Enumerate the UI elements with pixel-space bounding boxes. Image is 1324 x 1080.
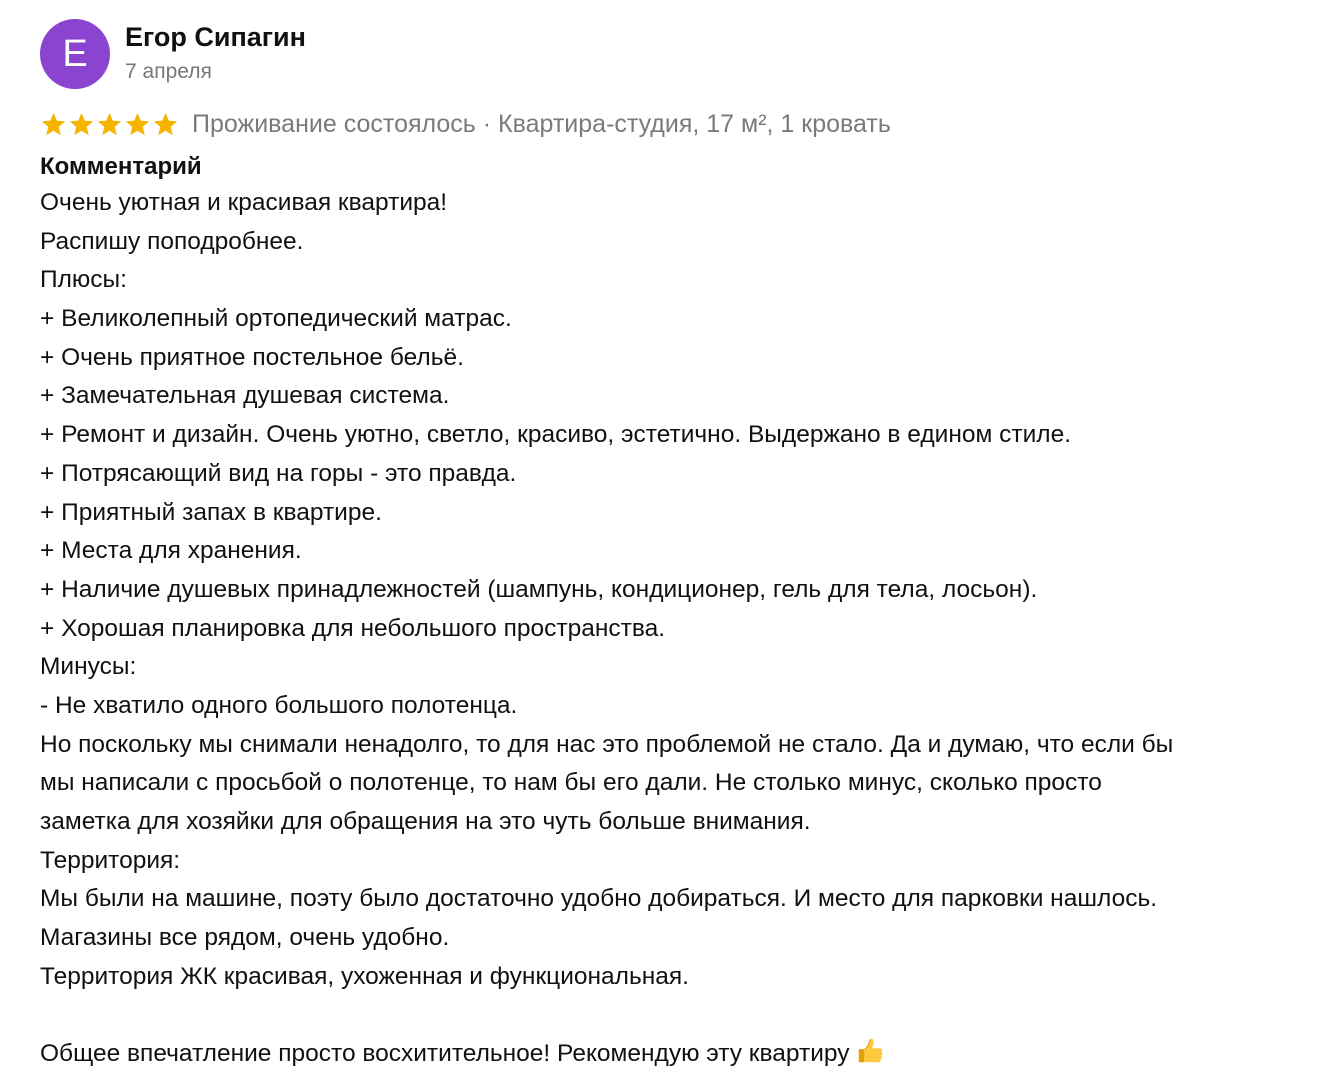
comment-line-text: Территория: [40,846,181,874]
comment-line-text: Территория ЖК красивая, ухоженная и функциональная. [40,962,689,990]
comment-line-text: Минусы: [40,653,137,681]
comment-line [40,494,1310,533]
comment-line [40,880,1310,919]
comment-line-text: + Места для хранения. [40,537,302,565]
comment-line-text: Распишу поподробнее. [40,227,304,255]
comment-line [40,455,1310,494]
star-icon [124,111,151,138]
comment-line [40,184,1310,223]
review-comment-text [40,184,1310,1074]
comment-line [40,687,1310,726]
comment-line [40,1035,1310,1074]
comment-heading: Комментарий [40,153,202,180]
comment-line [40,300,1310,339]
comment-line [40,764,1310,803]
comment-line-text: + Замечательная душевая система. [40,382,450,410]
comment-line [40,261,1310,300]
comment-line [40,958,1310,997]
rating-stars [40,111,180,138]
star-icon [40,111,67,138]
comment-line-text: + Очень приятное постельное бельё. [40,343,464,371]
avatar[interactable]: Е [40,19,110,89]
comment-line-text: Но поскольку мы снимали ненадолго, то для нас это проблемой не стало. Да и думаю, что если бы [40,730,1174,758]
comment-line [40,532,1310,571]
comment-line-text: + Великолепный ортопедический матрас. [40,305,512,333]
comment-line [40,842,1310,881]
comment-line [40,726,1310,765]
comment-line [40,610,1310,649]
review-date: 7 апреля [125,60,212,83]
star-icon [68,111,95,138]
comment-line [40,648,1310,687]
comment-line-text: Общее впечатление просто восхитительное! Рекомендую эту квартиру [40,1040,850,1068]
review-meta [40,108,1310,140]
comment-line [40,919,1310,958]
comment-line [40,223,1310,262]
comment-line-text: Плюсы: [40,266,127,294]
comment-line [40,996,1310,1035]
comment-line-text: + Приятный запах в квартире. [40,498,382,526]
comment-line-text: Магазины все рядом, очень удобно. [40,924,450,952]
review-card [40,0,1310,1074]
stay-info: Проживание состоялось · Квартира-студия, 17 м², 1 кровать [192,109,891,138]
author-name[interactable]: Егор Сипагин [125,22,306,52]
comment-line-text: - Не хватило одного большого полотенца. [40,691,518,719]
comment-line [40,339,1310,378]
comment-line-text: + Хорошая планировка для небольшого пространства. [40,614,666,642]
comment-line [40,803,1310,842]
comment-line [40,416,1310,455]
star-icon [96,111,123,138]
comment-line-text: + Ремонт и дизайн. Очень уютно, светло, красиво, эстетично. Выдержано в едином стиле. [40,421,1072,449]
comment-line-text: заметка для хозяйки для обращения на это чуть больше внимания. [40,808,811,835]
comment-line-text: + Потрясающий вид на горы - это правда. [40,459,517,487]
comment-line-text: + Наличие душевых принадлежностей (шампунь, кондиционер, гель для тела, лосьон). [40,575,1038,603]
thumbs-up-icon [855,1036,885,1079]
comment-line [40,571,1310,610]
comment-line [40,377,1310,416]
star-icon [152,111,179,138]
comment-line-text: Очень уютная и красивая квартира! [40,189,448,216]
comment-line-text: Мы были на машине, поэту было достаточно удобно добираться. И место для парковки нашлось. [40,885,1158,913]
comment-line-text: мы написали с просьбой о полотенце, то нам бы его дали. Не столько минус, сколько просто [40,769,1102,797]
review-header [40,0,1310,108]
